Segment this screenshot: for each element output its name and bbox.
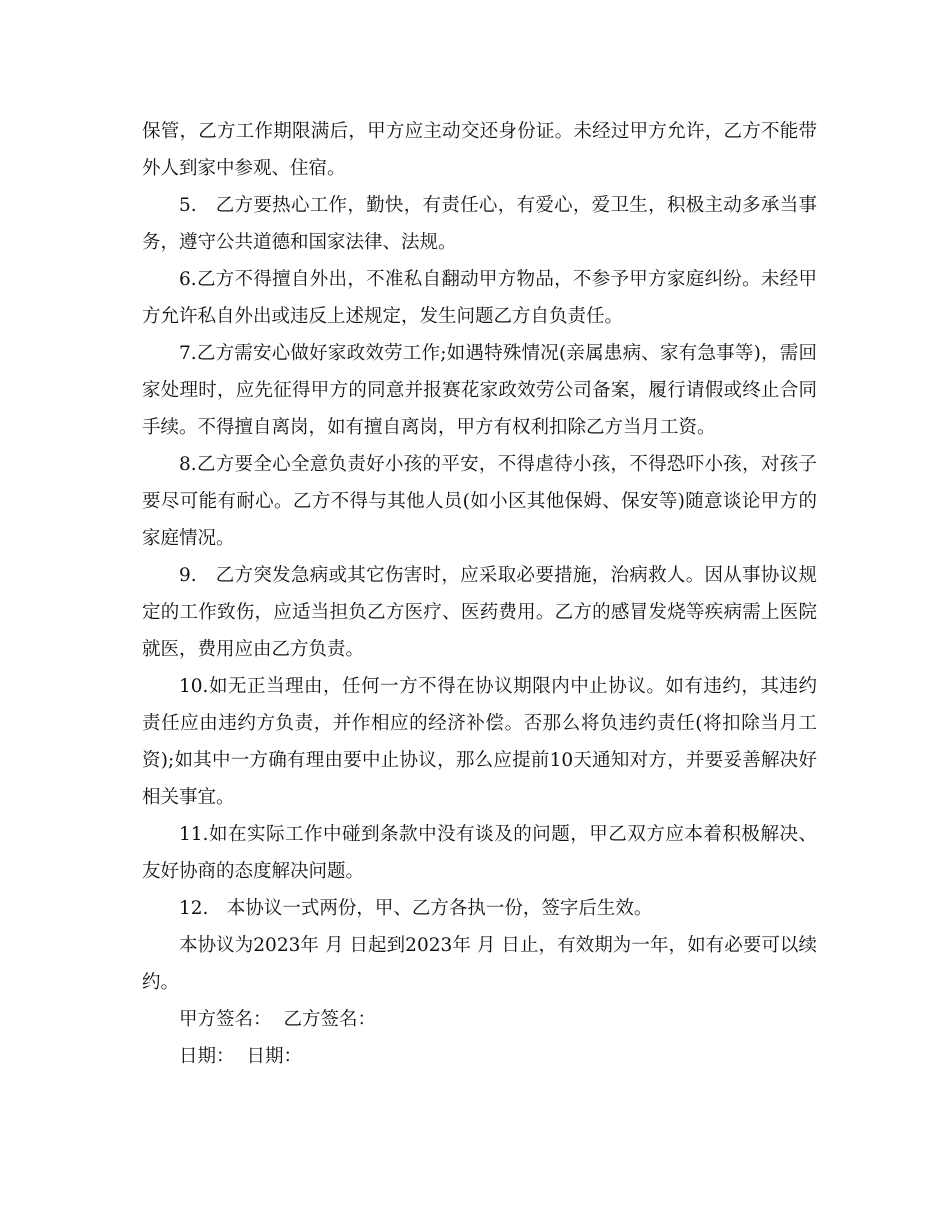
clause-12: 12. 本协议一式两份，甲、乙方各执一份，签字后生效。 [179,898,653,919]
party-b-date-label: 日期： [246,1046,303,1067]
party-a-date-label: 日期： [179,1046,235,1067]
document-content [142,113,817,1075]
party-a-signature-label: 甲方签名： [179,1009,272,1030]
clause-9: 9. 乙方突发急病或其它伤害时，应采取必要措施，治病救人。因从事协议规定的工作致伤，应适当担负乙方医疗、医药费用。乙方的感冒发烧等疾病需上医院就医，费用应由乙方负责。 [142,565,817,660]
clause-5: 5. 乙方要热心工作，勤快，有责任心，有爱心，爱卫生，积极主动多承当事务，遵守公共道德和国家法律、法规。 [142,195,817,253]
clause-8: 8.乙方要全心全意负责好小孩的平安，不得虐待小孩，不得恐吓小孩，对孩子要尽可能有耐心。乙方不得与其他人员(如小区其他保姆、保安等)随意谈论甲方的家庭情况。 [142,454,817,549]
clause-10: 10.如无正当理由，任何一方不得在协议期限内中止协议。如有违约，其违约责任应由违约方负责，并作相应的经济补偿。否那么将负违约责任(将扣除当月工资);如其中一方确有理由要中止协议，那么应提前10天通知对方，并要妥善解决好相关事宜。 [142,676,817,808]
signature-row [142,1001,817,1038]
clause-7: 7.乙方需安心做好家政效劳工作;如遇特殊情况(亲属患病、家有急事等)，需回家处理时，应先征得甲方的同意并报赛花家政效劳公司备案，履行请假或终止合同手续。不得擅自离岗，如有擅自离岗，甲方有权利扣除乙方当月工资。 [142,343,817,438]
date-row [142,1038,817,1075]
clause-11: 11.如在实际工作中碰到条款中没有谈及的问题，甲乙双方应本着积极解决、友好协商的态度解决问题。 [142,824,817,882]
clause-6: 6.乙方不得擅自外出，不准私自翻动甲方物品，不参予甲方家庭纠纷。未经甲方允许私自外出或违反上述规定，发生问题乙方自负责任。 [142,269,817,327]
agreement-term: 本协议为2023年 月 日起到2023年 月 日止，有效期为一年，如有必要可以续约。 [142,935,817,993]
party-b-signature-label: 乙方签名： [283,1009,377,1030]
paragraph-continuation: 保管，乙方工作期限满后，甲方应主动交还身份证。未经过甲方允许，乙方不能带外人到家中参观、住宿。 [142,121,817,179]
